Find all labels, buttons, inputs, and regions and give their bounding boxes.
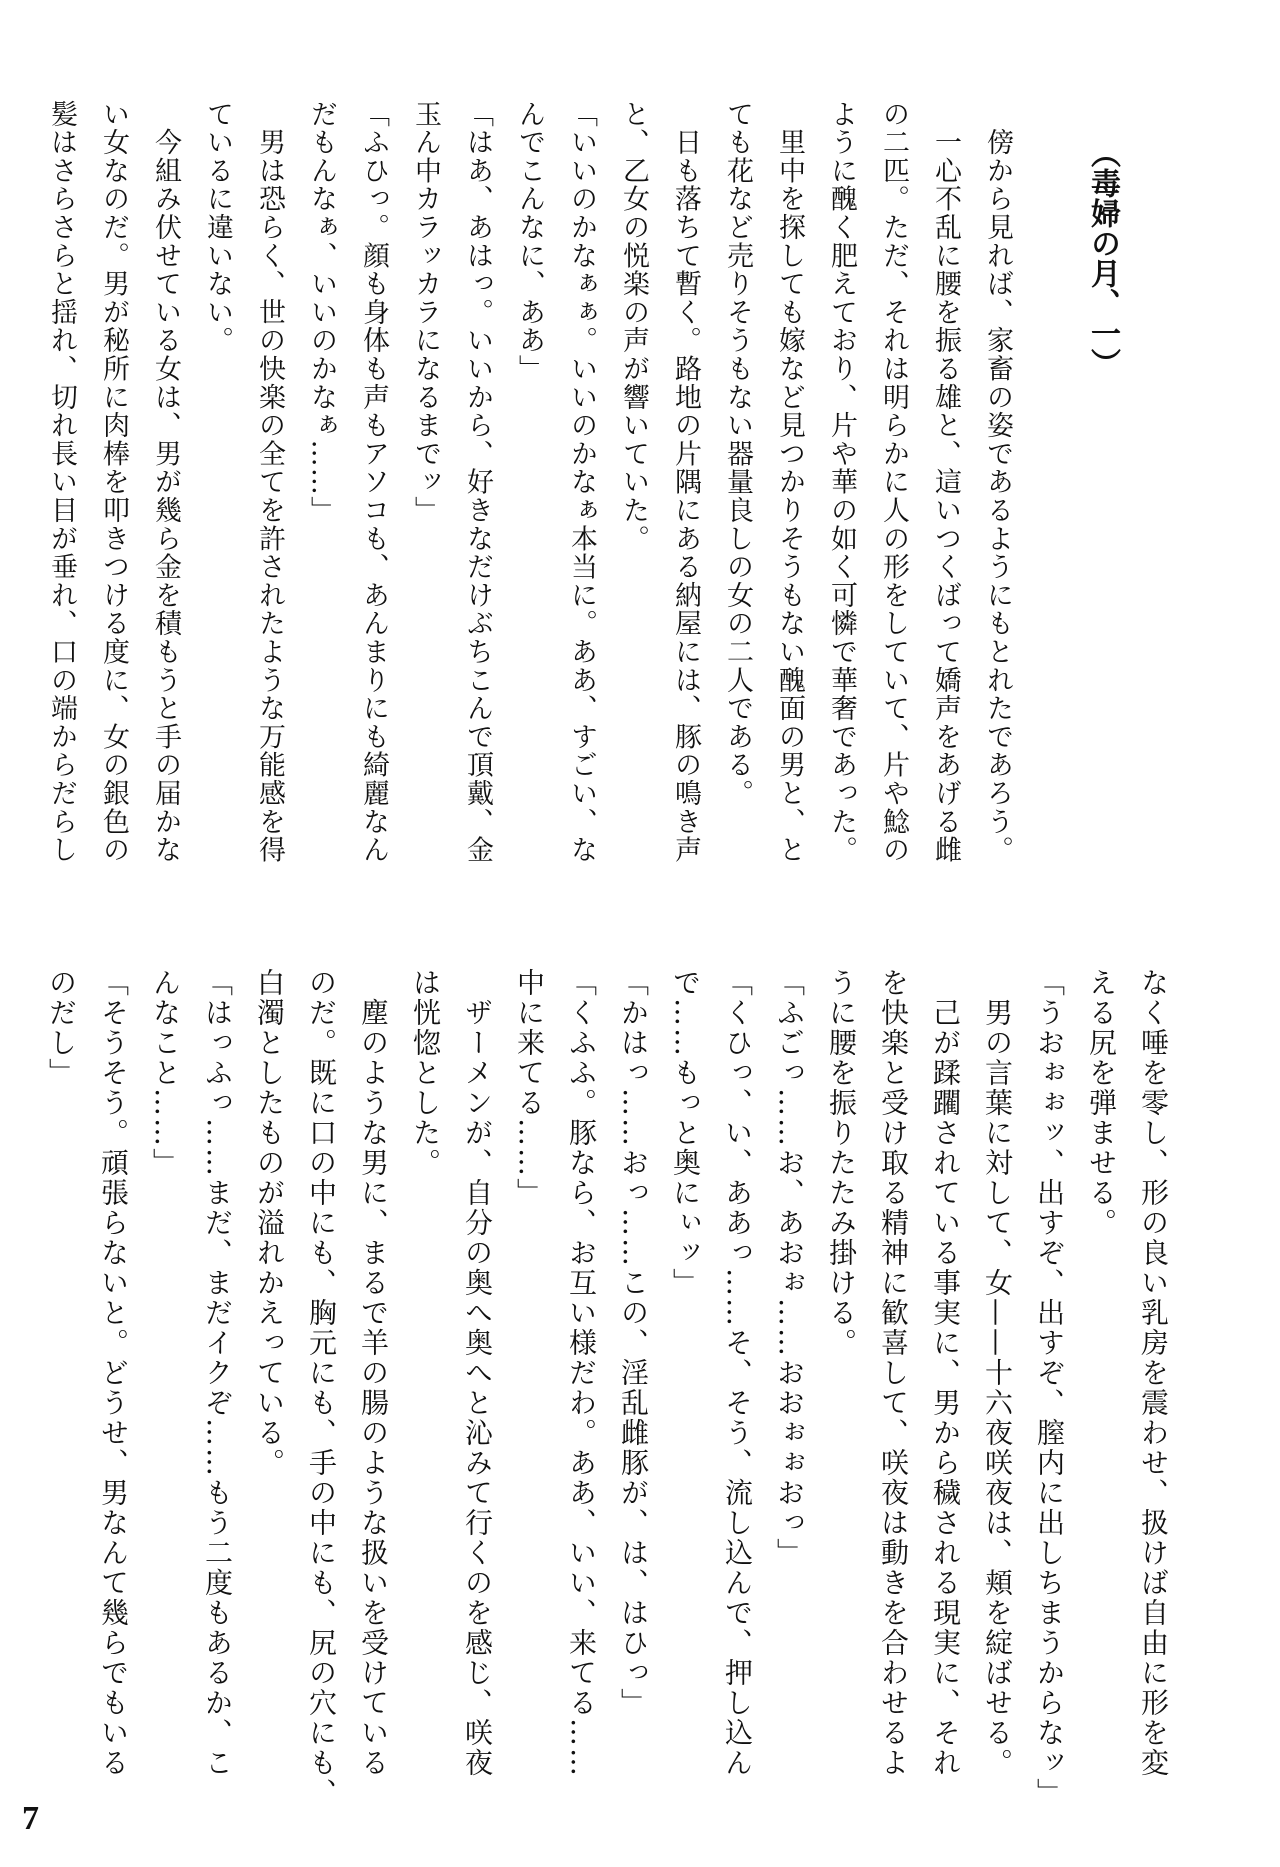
text-line: 「いいのかなぁぁ。いいのかなぁ本当に。ああ、すごい、な (566, 100, 597, 865)
text-line: 白濁としたものが溢れかえっている。 (253, 968, 286, 1478)
text-line: ように醜く肥えており、片や華の如く可憐で華奢であった。 (826, 100, 857, 865)
text-block-bottom (35, 968, 1179, 1808)
text-line: 「はっふっ……まだ、まだイクぞ……もう二度もあるか、こ (201, 968, 234, 1778)
text-line: 男は恐らく、世の快楽の全てを許されたような万能感を得 (254, 100, 285, 865)
text-line: 男の言葉に対して、女——十六夜咲夜は、頬を綻ばせる。 (981, 968, 1014, 1778)
text-block-top (35, 100, 1023, 890)
text-line: ても花など売りそうもない器量良しの女の二人である。 (722, 100, 753, 808)
text-line: 己が蹂躙されている事実に、男から穢される現実に、それ (929, 968, 962, 1778)
text-line: 塵のような男に、まるで羊の腸のような扱いを受けている (357, 968, 390, 1778)
text-line: 日も落ちて暫く。路地の片隅にある納屋には、豚の鳴き声 (670, 100, 701, 865)
text-line: んなこと……」 (149, 968, 182, 1178)
text-line: のだ。既に口の中にも、胸元にも、手の中にも、尻の穴にも、 (305, 968, 338, 1808)
text-line: 「ふごっ……お、あおぉ……おおぉぉおっ」 (773, 968, 806, 1568)
text-line: 髪はさらさらと揺れ、切れ長い目が垂れ、口の端からだらし (46, 100, 77, 865)
text-line: 「はあ、あはっ。いいから、好きなだけぶちこんで頂戴、金 (462, 100, 493, 865)
text-line: 「そうそう。頑張らないと。どうせ、男なんて幾らでもいる (97, 968, 130, 1778)
text-line: 傍から見れば、家畜の姿であるようにもとれたであろう。 (982, 100, 1013, 865)
text-line: だもんなぁ、いいのかなぁ……」 (306, 100, 337, 525)
text-line: 「くふふ。豚なら、お互い様だわ。ああ、いい、来てる…… (565, 968, 598, 1778)
text-line: なく唾を零し、形の良い乳房を震わせ、扱けば自由に形を変 (1137, 968, 1170, 1778)
text-line: 一心不乱に腰を振る雄と、這いつくばって嬌声をあげる雌 (930, 100, 961, 865)
text-line: うに腰を振りたたみ掛ける。 (825, 968, 858, 1358)
text-line: は恍惚とした。 (409, 968, 442, 1178)
text-line: 「かはっ……おっ……この、淫乱雌豚が、は、はひっ」 (617, 968, 650, 1718)
text-line: 里中を探しても嫁など見つかりそうもない醜面の男と、と (774, 100, 805, 865)
text-line: い女なのだ。男が秘所に肉棒を叩きつける度に、女の銀色の (98, 100, 129, 865)
text-line: える尻を弾ませる。 (1085, 968, 1118, 1238)
chapter-title: （毒婦の月、一） (1085, 138, 1120, 378)
text-line: の二匹。ただ、それは明らかに人の形をしていて、片や鯰の (878, 100, 909, 865)
text-line: 「うおぉぉッ、出すぞ、出すぞ、膣内に出しちまうからなッ」 (1033, 968, 1066, 1808)
text-line: んでこんなに、ああ」 (514, 100, 545, 383)
text-line: ザーメンが、自分の奥へ奥へと沁みて行くのを感じ、咲夜 (461, 968, 494, 1778)
text-line: 「くひっ、い、ああっ……そ、そう、流し込んで、押し込ん (721, 968, 754, 1778)
text-line: のだし」 (45, 968, 78, 1088)
text-line: 玉ん中カラッカラになるまでッ」 (410, 100, 441, 525)
text-line: 中に来てる……」 (513, 968, 546, 1208)
text-line: 今組み伏せている女は、男が幾ら金を積もうと手の届かな (150, 100, 181, 865)
text-line: で……もっと奥にぃッ」 (669, 968, 702, 1298)
page-number: 7 (22, 1800, 39, 1837)
text-line: と、乙女の悦楽の声が響いていた。 (618, 100, 649, 553)
text-line: ているに違いない。 (202, 100, 233, 355)
text-line: を快楽と受け取る精神に歓喜して、咲夜は動きを合わせるよ (877, 968, 910, 1778)
text-line: 「ふひっ。顔も身体も声もアソコも、あんまりにも綺麗なん (358, 100, 389, 865)
